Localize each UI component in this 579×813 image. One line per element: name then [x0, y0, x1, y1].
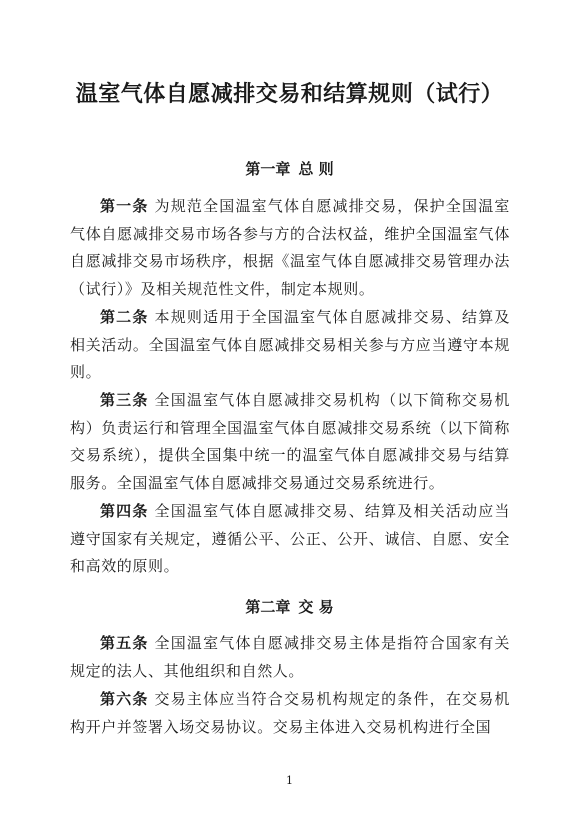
article-label: 第三条 [100, 391, 149, 409]
article-text: 为规范全国温室气体自愿减排交易，保护全国温室气体自愿减排交易市场各参与方的合法权益，维护全国温室气体自愿减排交易市场秩序，根据《温室气体自愿减排交易管理办法（试行）》及相关规范性文件，制定本规则。 [70, 197, 510, 298]
article-5 [70, 630, 510, 685]
article-label: 第一条 [100, 197, 149, 215]
chapter-name: 交 易 [298, 598, 334, 616]
article-4 [70, 498, 510, 581]
chapter-number: 第一章 [245, 160, 291, 178]
article-text: 交易主体应当符合交易机构规定的条件，在交易机构开户并签署入场交易协议。交易主体进入交易机构进行全国 [70, 690, 510, 736]
article-text: 全国温室气体自愿减排交易机构（以下简称交易机构）负责运行和管理全国温室气体自愿减排交易系统（以下简称交易系统），提供全国集中统一的温室气体自愿减排交易与结算服务。全国温室气体自愿减排交易通过交易系统进行。 [70, 391, 510, 492]
chapter-name: 总 则 [298, 160, 334, 178]
article-label: 第五条 [100, 634, 149, 652]
article-1 [70, 193, 510, 303]
article-text: 本规则适用于全国温室气体自愿减排交易、结算及相关活动。全国温室气体自愿减排交易相关参与方应当遵守本规则。 [70, 308, 510, 382]
page-number: 1 [286, 774, 293, 787]
article-6 [70, 686, 510, 741]
chapter-heading-2 [0, 596, 579, 618]
article-label: 第六条 [100, 690, 149, 708]
document-title: 温室气体自愿减排交易和结算规则（试行） [75, 82, 504, 107]
chapter-number: 第二章 [245, 598, 291, 616]
article-label: 第二条 [100, 308, 149, 326]
article-label: 第四条 [100, 502, 149, 520]
article-text: 全国温室气体自愿减排交易、结算及相关活动应当遵守国家有关规定，遵循公平、公正、公开、诚信、自愿、安全和高效的原则。 [70, 502, 510, 576]
article-text: 全国温室气体自愿减排交易主体是指符合国家有关规定的法人、其他组织和自然人。 [70, 634, 510, 680]
chapter-heading-1 [0, 158, 579, 180]
article-2 [70, 304, 510, 387]
article-3 [70, 387, 510, 497]
